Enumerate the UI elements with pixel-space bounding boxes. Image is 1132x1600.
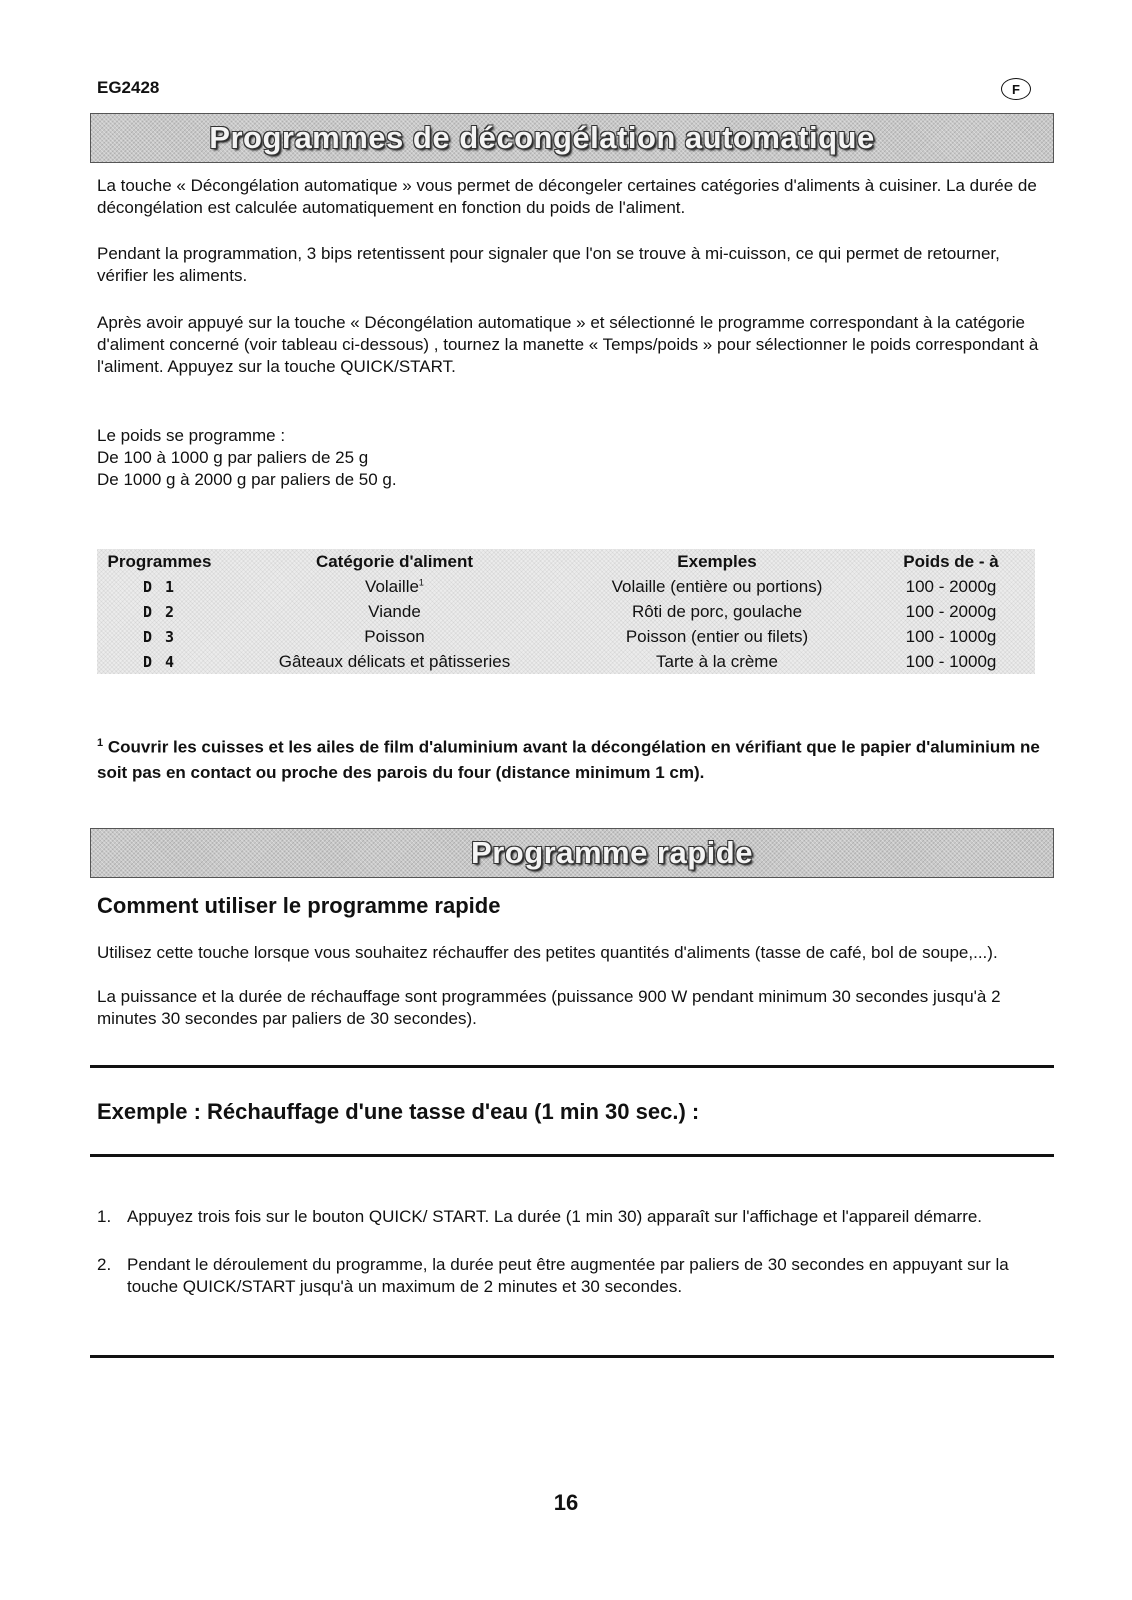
beeps-paragraph: Pendant la programmation, 3 bips retentissent pour signaler que l'on se trouve à mi-cuisson, ce qui permet de retourner, vérifier les aliments. (97, 244, 1000, 285)
step-number: 1. (97, 1207, 112, 1226)
header-programmes: Programmes (107, 551, 212, 571)
header-exemples: Exemples (677, 551, 757, 571)
program-code: D 4 (142, 652, 177, 671)
divider (90, 1065, 1054, 1068)
table-row (97, 624, 1035, 649)
weight-cell: 100 - 2000g (905, 601, 997, 621)
weight-step-line-2: De 1000 g à 2000 g par paliers de 50 g. (97, 470, 397, 489)
quick-usage-paragraph: Utilisez cette touche lorsque vous souhaitez réchauffer des petites quantités d'aliments (tasse de café, bol de soupe,...). (97, 943, 998, 962)
example-cell: Poisson (entier ou filets) (625, 626, 809, 646)
program-code: D 3 (142, 627, 177, 646)
table-row (97, 599, 1035, 624)
weight-cell: 100 - 1000g (905, 651, 997, 671)
table-row (97, 649, 1035, 674)
category-cell: Gâteaux délicats et pâtisseries (278, 651, 511, 671)
instructions-paragraph: Après avoir appuyé sur la touche « Décongélation automatique » et sélectionné le programme correspondant à la catégorie d'aliment concerné (voir tableau ci-dessous) , tournez la manette « Temps/poids » pour sélectionner le poids correspondant à l'aliment. Appuyez sur la touche QUICK/START. (97, 313, 1039, 376)
steps-list (97, 1206, 1042, 1324)
category-cell: Viande (368, 601, 421, 621)
model-number: EG2428 (97, 78, 160, 97)
intro-paragraph: La touche « Décongélation automatique » vous permet de décongeler certaines catégories d'aliments à cuisiner. La durée de décongélation est calculée automatiquement en fonction du poids de l'aliment. (97, 176, 1037, 217)
divider (90, 1355, 1054, 1358)
section-title: Programmes de décongélation automatique (209, 120, 875, 155)
list-item (97, 1206, 1042, 1228)
aluminium-note (97, 731, 1047, 785)
list-item (97, 1254, 1042, 1298)
programs-table (97, 549, 1035, 674)
footnote-mark: 1 (418, 576, 424, 587)
quick-power-paragraph: La puissance et la durée de réchauffage sont programmées (puissance 900 W pendant minimum 30 secondes jusqu'à 2 minutes 30 secondes par paliers de 30 secondes). (97, 987, 1001, 1028)
weight-cell: 100 - 2000g (905, 576, 997, 596)
category-cell: Volaille$^1$ (365, 576, 424, 596)
weight-step-line-1: De 100 à 1000 g par paliers de 25 g (97, 448, 369, 467)
table-header-row (97, 549, 1035, 574)
subsection-title: Comment utiliser le programme rapide (97, 893, 501, 918)
example-cell: Volaille (entière ou portions) (611, 576, 823, 596)
header-categorie: Catégorie d'aliment (315, 551, 474, 571)
table-row (97, 574, 1035, 599)
note-mark: 1 (97, 737, 104, 749)
section-title: Programme rapide (471, 835, 753, 870)
example-cell: Tarte à la crème (656, 651, 778, 671)
weight-cell: 100 - 1000g (905, 626, 997, 646)
section-banner-decongelation (90, 113, 1054, 163)
weight-intro: Le poids se programme : (97, 426, 286, 445)
section-banner-rapide (90, 828, 1054, 878)
note-text: Couvrir les cuisses et les ailes de film d'aluminium avant la décongélation en vérifiant que le papier d'aluminium ne soit pas en contact ou proche des parois du four (distance minimum 1 cm). (97, 737, 1040, 782)
language-badge: F (1001, 78, 1031, 100)
program-code: D 2 (142, 602, 177, 621)
example-title: Exemple : Réchauffage d'une tasse d'eau (1 min 30 sec.) : (97, 1099, 700, 1124)
step-text: Pendant le déroulement du programme, la durée peut être augmentée par paliers de 30 secondes en appuyant sur la touche QUICK/START jusqu'à un maximum de 2 minutes et 30 secondes. (127, 1255, 1009, 1296)
divider (90, 1154, 1054, 1157)
step-text: Appuyez trois fois sur le bouton QUICK/ START. La durée (1 min 30) apparaît sur l'affichage et l'appareil démarre. (127, 1207, 983, 1226)
category-cell: Poisson (364, 626, 425, 646)
header-poids: Poids de - à (903, 551, 999, 571)
page-number: 16 (553, 1490, 579, 1515)
example-cell: Rôti de porc, goulache (631, 601, 803, 621)
step-number: 2. (97, 1255, 112, 1274)
program-code: D 1 (142, 577, 177, 596)
